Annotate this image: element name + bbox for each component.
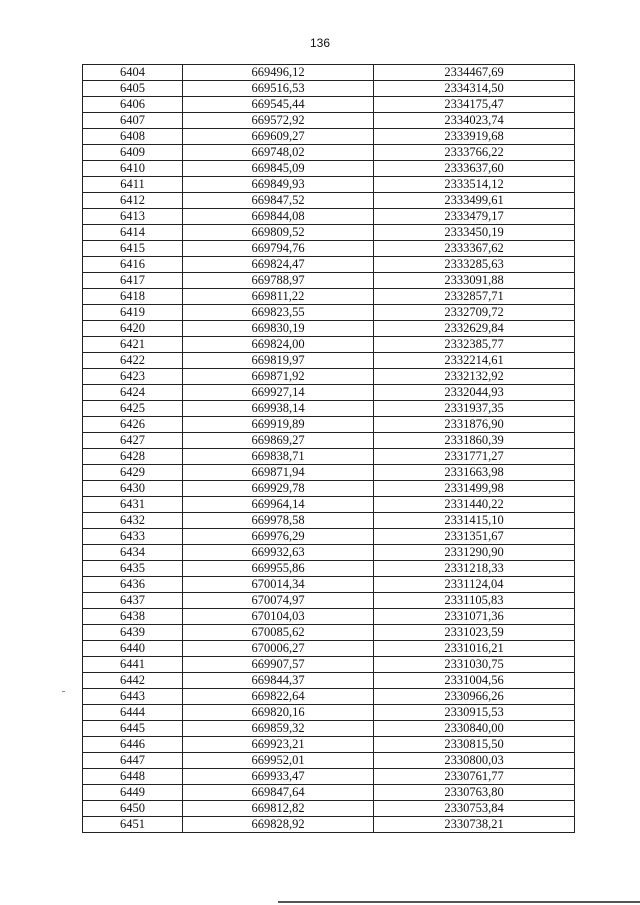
point-number-cell: 6446 (83, 737, 183, 753)
x-coordinate-cell: 669919,89 (183, 417, 374, 433)
table-row (83, 817, 575, 833)
point-number-cell: 6442 (83, 673, 183, 689)
x-coordinate-cell: 669845,09 (183, 161, 374, 177)
y-coordinate-cell: 2333919,68 (374, 129, 575, 145)
x-coordinate-cell: 669869,27 (183, 433, 374, 449)
table-row (83, 369, 575, 385)
y-coordinate-cell: 2331440,22 (374, 497, 575, 513)
table-row (83, 705, 575, 721)
x-coordinate-cell: 669847,52 (183, 193, 374, 209)
x-coordinate-cell: 669496,12 (183, 65, 374, 81)
point-number-cell: 6428 (83, 449, 183, 465)
coordinates-table (82, 64, 575, 833)
y-coordinate-cell: 2331415,10 (374, 513, 575, 529)
table-row (83, 113, 575, 129)
y-coordinate-cell: 2330763,80 (374, 785, 575, 801)
table-row (83, 417, 575, 433)
x-coordinate-cell: 669794,76 (183, 241, 374, 257)
point-number-cell: 6415 (83, 241, 183, 257)
point-number-cell: 6410 (83, 161, 183, 177)
y-coordinate-cell: 2331499,98 (374, 481, 575, 497)
point-number-cell: 6435 (83, 561, 183, 577)
table-row (83, 337, 575, 353)
point-number-cell: 6426 (83, 417, 183, 433)
point-number-cell: 6427 (83, 433, 183, 449)
x-coordinate-cell: 669748,02 (183, 145, 374, 161)
table-row (83, 465, 575, 481)
table-row (83, 65, 575, 81)
y-coordinate-cell: 2332709,72 (374, 305, 575, 321)
point-number-cell: 6425 (83, 401, 183, 417)
table-row (83, 401, 575, 417)
x-coordinate-cell: 669871,94 (183, 465, 374, 481)
table-row (83, 609, 575, 625)
y-coordinate-cell: 2330800,03 (374, 753, 575, 769)
point-number-cell: 6445 (83, 721, 183, 737)
point-number-cell: 6433 (83, 529, 183, 545)
table-row (83, 81, 575, 97)
y-coordinate-cell: 2330815,50 (374, 737, 575, 753)
point-number-cell: 6449 (83, 785, 183, 801)
x-coordinate-cell: 669822,64 (183, 689, 374, 705)
x-coordinate-cell: 669609,27 (183, 129, 374, 145)
table-row (83, 513, 575, 529)
point-number-cell: 6413 (83, 209, 183, 225)
table-row (83, 689, 575, 705)
table-row (83, 545, 575, 561)
point-number-cell: 6430 (83, 481, 183, 497)
table-row (83, 353, 575, 369)
point-number-cell: 6421 (83, 337, 183, 353)
x-coordinate-cell: 669819,97 (183, 353, 374, 369)
point-number-cell: 6416 (83, 257, 183, 273)
point-number-cell: 6436 (83, 577, 183, 593)
table-row (83, 177, 575, 193)
table-row (83, 273, 575, 289)
x-coordinate-cell: 670104,03 (183, 609, 374, 625)
y-coordinate-cell: 2334467,69 (374, 65, 575, 81)
table-row (83, 753, 575, 769)
table-row (83, 193, 575, 209)
point-number-cell: 6439 (83, 625, 183, 641)
x-coordinate-cell: 669964,14 (183, 497, 374, 513)
table-row (83, 801, 575, 817)
y-coordinate-cell: 2331351,67 (374, 529, 575, 545)
y-coordinate-cell: 2331937,35 (374, 401, 575, 417)
point-number-cell: 6448 (83, 769, 183, 785)
table-row (83, 257, 575, 273)
x-coordinate-cell: 669933,47 (183, 769, 374, 785)
y-coordinate-cell: 2333637,60 (374, 161, 575, 177)
x-coordinate-cell: 669923,21 (183, 737, 374, 753)
x-coordinate-cell: 669844,08 (183, 209, 374, 225)
x-coordinate-cell: 669824,47 (183, 257, 374, 273)
scan-mark (62, 691, 65, 692)
y-coordinate-cell: 2331071,36 (374, 609, 575, 625)
x-coordinate-cell: 669938,14 (183, 401, 374, 417)
y-coordinate-cell: 2334175,47 (374, 97, 575, 113)
y-coordinate-cell: 2332132,92 (374, 369, 575, 385)
y-coordinate-cell: 2331876,90 (374, 417, 575, 433)
x-coordinate-cell: 669830,19 (183, 321, 374, 337)
y-coordinate-cell: 2330761,77 (374, 769, 575, 785)
table-row (83, 225, 575, 241)
table-row (83, 385, 575, 401)
y-coordinate-cell: 2333367,62 (374, 241, 575, 257)
point-number-cell: 6414 (83, 225, 183, 241)
x-coordinate-cell: 670074,97 (183, 593, 374, 609)
x-coordinate-cell: 669847,64 (183, 785, 374, 801)
x-coordinate-cell: 669828,92 (183, 817, 374, 833)
table-row (83, 449, 575, 465)
x-coordinate-cell: 669838,71 (183, 449, 374, 465)
x-coordinate-cell: 669844,37 (183, 673, 374, 689)
y-coordinate-cell: 2330753,84 (374, 801, 575, 817)
y-coordinate-cell: 2330738,21 (374, 817, 575, 833)
point-number-cell: 6431 (83, 497, 183, 513)
table-row (83, 129, 575, 145)
point-number-cell: 6451 (83, 817, 183, 833)
point-number-cell: 6441 (83, 657, 183, 673)
x-coordinate-cell: 669788,97 (183, 273, 374, 289)
table-row (83, 497, 575, 513)
y-coordinate-cell: 2332214,61 (374, 353, 575, 369)
x-coordinate-cell: 669978,58 (183, 513, 374, 529)
y-coordinate-cell: 2334314,50 (374, 81, 575, 97)
x-coordinate-cell: 669849,93 (183, 177, 374, 193)
x-coordinate-cell: 669823,55 (183, 305, 374, 321)
y-coordinate-cell: 2331023,59 (374, 625, 575, 641)
y-coordinate-cell: 2332857,71 (374, 289, 575, 305)
x-coordinate-cell: 670014,34 (183, 577, 374, 593)
point-number-cell: 6437 (83, 593, 183, 609)
coordinates-table-body (83, 65, 575, 833)
point-number-cell: 6450 (83, 801, 183, 817)
y-coordinate-cell: 2331105,83 (374, 593, 575, 609)
y-coordinate-cell: 2333766,22 (374, 145, 575, 161)
y-coordinate-cell: 2331290,90 (374, 545, 575, 561)
point-number-cell: 6443 (83, 689, 183, 705)
y-coordinate-cell: 2331124,04 (374, 577, 575, 593)
point-number-cell: 6420 (83, 321, 183, 337)
y-coordinate-cell: 2332385,77 (374, 337, 575, 353)
table-row (83, 657, 575, 673)
table-row (83, 769, 575, 785)
x-coordinate-cell: 669955,86 (183, 561, 374, 577)
table-row (83, 625, 575, 641)
table-row (83, 785, 575, 801)
x-coordinate-cell: 669545,44 (183, 97, 374, 113)
x-coordinate-cell: 670006,27 (183, 641, 374, 657)
y-coordinate-cell: 2331004,56 (374, 673, 575, 689)
point-number-cell: 6447 (83, 753, 183, 769)
y-coordinate-cell: 2332629,84 (374, 321, 575, 337)
point-number-cell: 6408 (83, 129, 183, 145)
x-coordinate-cell: 669824,00 (183, 337, 374, 353)
point-number-cell: 6406 (83, 97, 183, 113)
table-row (83, 529, 575, 545)
point-number-cell: 6405 (83, 81, 183, 97)
point-number-cell: 6429 (83, 465, 183, 481)
x-coordinate-cell: 669809,52 (183, 225, 374, 241)
scan-edge-line (278, 901, 640, 903)
x-coordinate-cell: 669932,63 (183, 545, 374, 561)
x-coordinate-cell: 669976,29 (183, 529, 374, 545)
point-number-cell: 6434 (83, 545, 183, 561)
y-coordinate-cell: 2330966,26 (374, 689, 575, 705)
x-coordinate-cell: 670085,62 (183, 625, 374, 641)
point-number-cell: 6444 (83, 705, 183, 721)
point-number-cell: 6409 (83, 145, 183, 161)
point-number-cell: 6424 (83, 385, 183, 401)
table-row (83, 737, 575, 753)
table-row (83, 97, 575, 113)
point-number-cell: 6404 (83, 65, 183, 81)
point-number-cell: 6438 (83, 609, 183, 625)
point-number-cell: 6422 (83, 353, 183, 369)
y-coordinate-cell: 2331016,21 (374, 641, 575, 657)
table-row (83, 641, 575, 657)
x-coordinate-cell: 669929,78 (183, 481, 374, 497)
x-coordinate-cell: 669859,32 (183, 721, 374, 737)
x-coordinate-cell: 669516,53 (183, 81, 374, 97)
table-row (83, 321, 575, 337)
table-row (83, 673, 575, 689)
x-coordinate-cell: 669952,01 (183, 753, 374, 769)
table-row (83, 433, 575, 449)
x-coordinate-cell: 669927,14 (183, 385, 374, 401)
table-row (83, 209, 575, 225)
x-coordinate-cell: 669812,82 (183, 801, 374, 817)
point-number-cell: 6411 (83, 177, 183, 193)
y-coordinate-cell: 2330915,53 (374, 705, 575, 721)
table-row (83, 289, 575, 305)
table-row (83, 305, 575, 321)
y-coordinate-cell: 2331218,33 (374, 561, 575, 577)
x-coordinate-cell: 669871,92 (183, 369, 374, 385)
y-coordinate-cell: 2331030,75 (374, 657, 575, 673)
y-coordinate-cell: 2331771,27 (374, 449, 575, 465)
page-number: 136 (309, 36, 331, 50)
y-coordinate-cell: 2334023,74 (374, 113, 575, 129)
table-row (83, 145, 575, 161)
table-row (83, 161, 575, 177)
y-coordinate-cell: 2333091,88 (374, 273, 575, 289)
table-row (83, 481, 575, 497)
x-coordinate-cell: 669572,92 (183, 113, 374, 129)
y-coordinate-cell: 2330840,00 (374, 721, 575, 737)
point-number-cell: 6412 (83, 193, 183, 209)
x-coordinate-cell: 669811,22 (183, 289, 374, 305)
y-coordinate-cell: 2333285,63 (374, 257, 575, 273)
point-number-cell: 6407 (83, 113, 183, 129)
point-number-cell: 6423 (83, 369, 183, 385)
point-number-cell: 6419 (83, 305, 183, 321)
y-coordinate-cell: 2331860,39 (374, 433, 575, 449)
table-row (83, 241, 575, 257)
y-coordinate-cell: 2332044,93 (374, 385, 575, 401)
point-number-cell: 6432 (83, 513, 183, 529)
table-row (83, 561, 575, 577)
table-row (83, 721, 575, 737)
table-row (83, 593, 575, 609)
point-number-cell: 6417 (83, 273, 183, 289)
point-number-cell: 6440 (83, 641, 183, 657)
y-coordinate-cell: 2333450,19 (374, 225, 575, 241)
table-row (83, 577, 575, 593)
x-coordinate-cell: 669820,16 (183, 705, 374, 721)
point-number-cell: 6418 (83, 289, 183, 305)
y-coordinate-cell: 2333479,17 (374, 209, 575, 225)
x-coordinate-cell: 669907,57 (183, 657, 374, 673)
y-coordinate-cell: 2333499,61 (374, 193, 575, 209)
y-coordinate-cell: 2331663,98 (374, 465, 575, 481)
y-coordinate-cell: 2333514,12 (374, 177, 575, 193)
